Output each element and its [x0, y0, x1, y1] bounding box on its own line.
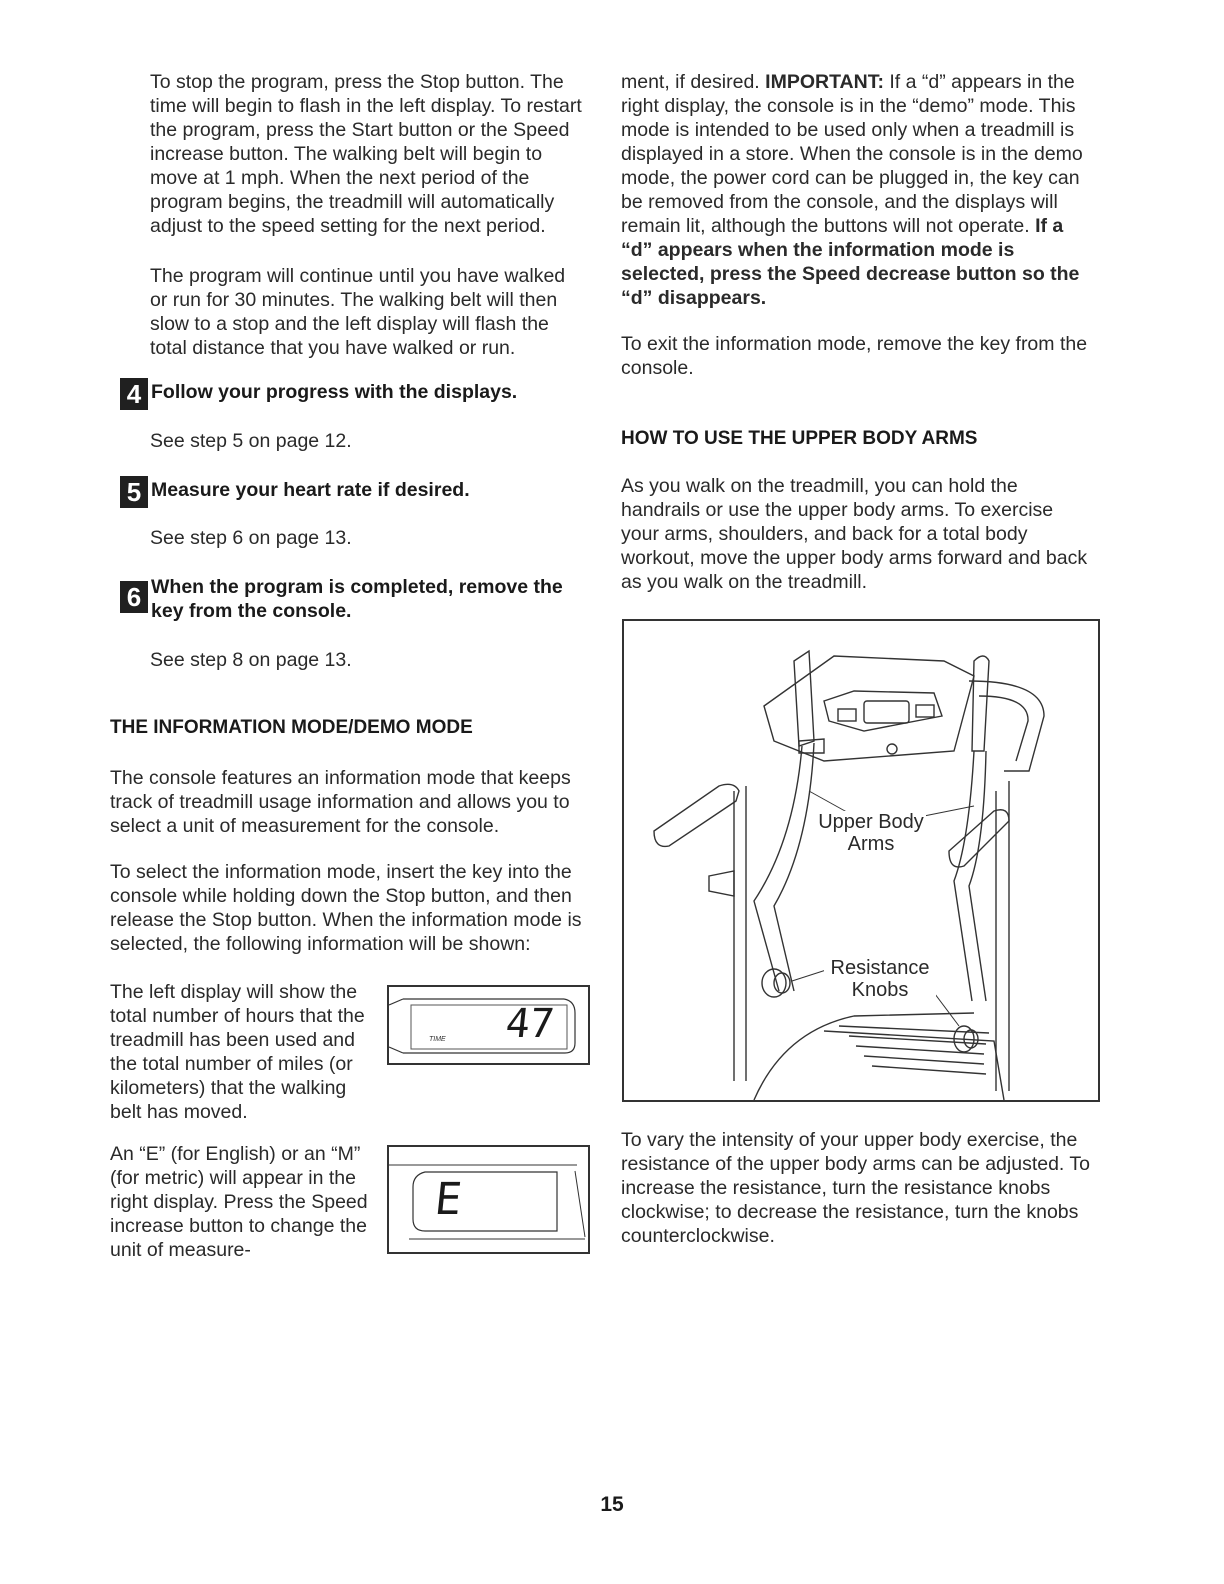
important-label: IMPORTANT:: [765, 71, 884, 93]
label-knobs: Knobs: [851, 979, 909, 1001]
paragraph-console-features: The console features an information mode that keeps track of treadmill usage information and allows you to select a unit of measurement for the console.: [110, 767, 571, 837]
heading-information-mode: THE INFORMATION MODE/DEMO MODE: [110, 717, 473, 738]
label-resistance-knobs: [824, 957, 936, 1001]
step-6-reference: See step 8 on page 13.: [150, 649, 352, 671]
step-5-title: Measure your heart rate if desired.: [151, 479, 470, 501]
heading-upper-body-arms: HOW TO USE THE UPPER BODY ARMS: [621, 428, 978, 449]
paragraph-left-display: The left display will show the total number of hours that the treadmill has been used and the total number of miles (or kilometers) that the walking belt has moved.: [110, 981, 365, 1123]
console-display-hours: [387, 985, 590, 1065]
step-4-title: Follow your progress with the displays.: [151, 381, 518, 403]
lcd-frame-2: [389, 1147, 588, 1252]
treadmill-figure: [622, 619, 1100, 1102]
step-6-title-line1: When the program is completed, remove the: [151, 576, 563, 598]
step-6-title-line2: key from the console.: [151, 600, 352, 622]
demo-text-mid: If a “d” appears in the right display, the console is in the “demo” mode. This mode is intended to be used only when a treadmill is displayed in a store. When the console is in the demo mode, the power cord can be plugged in, the key can be removed from the console, and the displays will remain lit, although the buttons will not operate.: [621, 71, 1083, 237]
lcd-value-hours: 47: [503, 1001, 557, 1047]
label-arms: Arms: [847, 833, 895, 855]
paragraph-select-info-mode: To select the information mode, insert the key into the console while holding down the Stop button, and then release the Stop button. When the information mode is selected, the following information will be shown:: [110, 861, 582, 955]
lcd-value-unit: E: [432, 1174, 465, 1225]
console-display-unit: [387, 1145, 590, 1254]
paragraph-program-continue: The program will continue until you have walked or run for 30 minutes. The walking belt will then slow to a stop and the left display will flash the total distance that you have walked or run.: [150, 265, 566, 359]
label-upper-body: Upper Body: [818, 811, 924, 833]
step-4-number: 4: [120, 378, 148, 410]
step-5-number: 5: [120, 476, 148, 508]
paragraph-right-display: An “E” (for English) or an “M” (for metric) will appear in the right display. Press the Speed increase button to change the unit of measure-: [110, 1143, 368, 1261]
paragraph-exit-info-mode: To exit the information mode, remove the key from the console.: [621, 333, 1088, 379]
paragraph-vary-intensity: To vary the intensity of your upper body exercise, the resistance of the upper body arms can be adjusted. To increase the resistance, turn the resistance knobs clockwise; to decrease the resistance, turn the knobs counterclockwise.: [621, 1129, 1091, 1247]
paragraph-stop-program: To stop the program, press the Stop button. The time will begin to flash in the left display. To restart the program, press the Start button or the Speed increase button. The walking belt will begin to move at 1 mph. When the next period of the program begins, the treadmill will automatically adjust to the speed setting for the next period.: [150, 71, 582, 237]
page-number: 15: [600, 1493, 624, 1516]
lcd-label-time: TIME: [429, 1036, 446, 1043]
demo-text-start: ment, if desired.: [621, 71, 766, 93]
treadmill-illustration: [624, 621, 1098, 1100]
label-resistance: Resistance: [830, 957, 930, 979]
step-5-reference: See step 6 on page 13.: [150, 527, 352, 549]
paragraph-upper-body-arms: As you walk on the treadmill, you can hold the handrails or use the upper body arms. To exercise your arms, shoulders, and back for a total body workout, move the upper body arms forward and back as you walk on the treadmill.: [621, 475, 1088, 593]
step-4-reference: See step 5 on page 12.: [150, 430, 352, 452]
demo-text-bold: If a “d” appears when the information mode is selected, press the Speed decrease button so the “d” disappears.: [621, 215, 1080, 309]
label-upper-body-arms: [816, 811, 926, 855]
paragraph-demo-mode: [621, 70, 1097, 310]
step-6-number: 6: [120, 581, 148, 613]
